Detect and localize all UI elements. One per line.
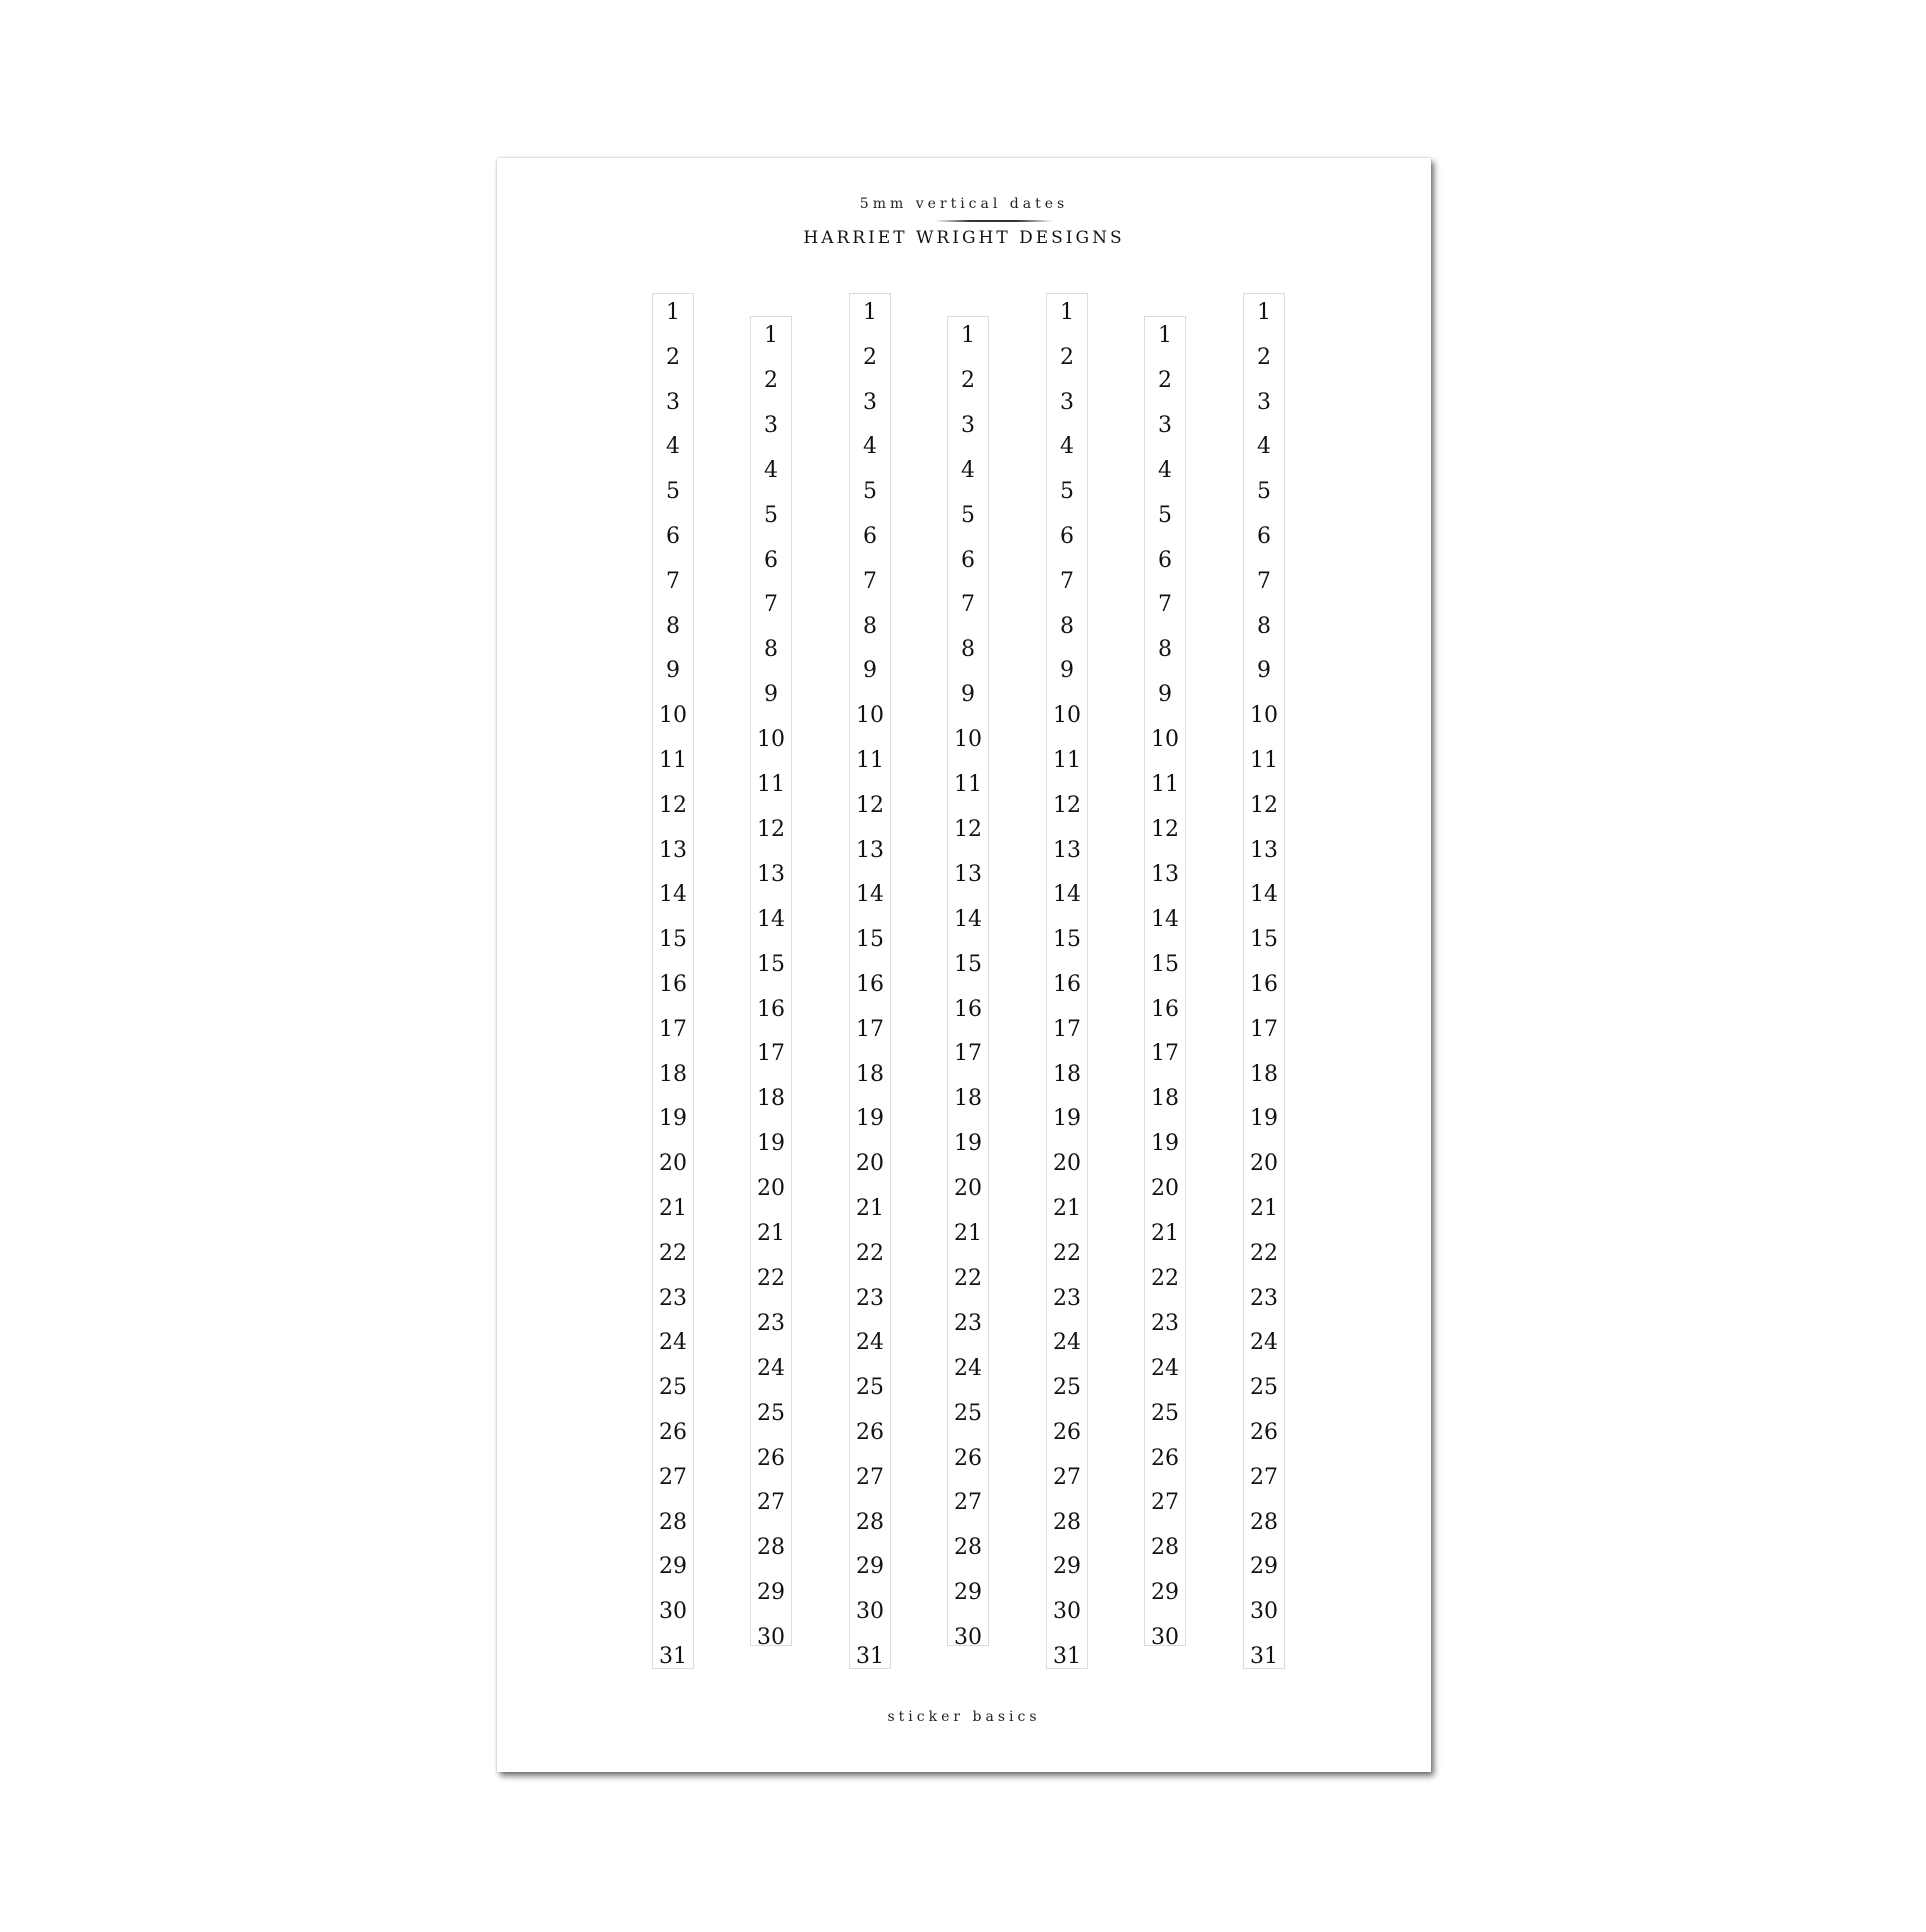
date-number: 24 [1151,1355,1179,1381]
date-number: 31 [1250,1644,1278,1669]
date-number: 21 [954,1221,982,1246]
date-number: 15 [1250,927,1278,953]
date-number: 25 [1151,1400,1179,1426]
date-number: 12 [1151,816,1179,842]
sheet-subtitle: 5mm vertical dates [859,196,1069,212]
date-number: 9 [1060,658,1074,684]
date-number: 28 [1250,1509,1278,1535]
date-strip [1243,293,1285,1669]
date-number: 27 [757,1490,785,1516]
date-number: 8 [764,637,778,663]
date-number: 23 [1053,1285,1081,1311]
date-number: 16 [1250,972,1278,997]
date-number: 22 [856,1240,884,1266]
date-number: 20 [954,1176,982,1202]
date-number: 2 [764,367,778,393]
date-number: 22 [659,1240,687,1266]
date-number: 7 [961,592,975,618]
date-number: 19 [659,1106,687,1132]
date-number: 2 [1158,367,1172,393]
date-number: 4 [764,457,778,483]
date-number: 29 [856,1554,884,1580]
date-number: 23 [1151,1310,1179,1336]
date-number: 3 [666,389,680,415]
date-number: 15 [954,951,982,977]
date-number: 3 [1158,412,1172,438]
date-number: 9 [863,658,877,684]
date-number: 27 [659,1464,687,1490]
date-strip [947,316,989,1651]
date-strip [750,316,792,1651]
date-number: 15 [1053,927,1081,953]
date-number: 8 [1158,637,1172,663]
date-number: 1 [1060,300,1074,325]
date-number: 7 [764,592,778,618]
date-number: 15 [659,927,687,953]
date-number: 28 [856,1509,884,1535]
date-number: 14 [1250,882,1278,908]
date-number: 16 [1053,972,1081,997]
date-number: 1 [666,300,680,325]
date-number: 18 [954,1086,982,1112]
date-number: 15 [1151,951,1179,977]
date-number: 25 [856,1375,884,1401]
date-number: 4 [1060,434,1074,460]
date-number: 10 [757,727,785,753]
date-number: 16 [757,996,785,1022]
date-number: 6 [666,524,680,549]
date-number: 5 [666,479,680,505]
date-number: 13 [659,837,687,863]
sheet-footer: sticker basics [887,1709,1041,1725]
date-number: 17 [1250,1016,1278,1042]
date-number: 17 [757,1041,785,1067]
brand-name: HARRIET WRIGHT DESIGNS [803,228,1125,248]
date-number: 3 [1060,389,1074,415]
date-number: 28 [1151,1535,1179,1561]
date-number: 1 [961,323,975,348]
date-number: 12 [856,792,884,818]
date-number: 19 [1151,1131,1179,1157]
date-number: 20 [757,1176,785,1202]
date-number: 29 [757,1580,785,1606]
date-number: 25 [954,1400,982,1426]
date-number: 23 [856,1285,884,1311]
date-number: 13 [757,861,785,887]
date-number: 27 [954,1490,982,1516]
date-number: 14 [757,906,785,932]
date-number: 14 [856,882,884,908]
date-number: 11 [1250,748,1278,773]
date-number: 4 [961,457,975,483]
date-number: 25 [1250,1375,1278,1401]
date-strip [652,293,694,1669]
date-number: 5 [1158,502,1172,528]
date-number: 3 [1257,389,1271,415]
date-number: 15 [757,951,785,977]
date-number: 3 [961,412,975,438]
date-number: 31 [1053,1644,1081,1669]
date-number: 11 [659,748,687,773]
date-number: 14 [954,906,982,932]
date-strip [849,293,891,1669]
date-number: 21 [1151,1221,1179,1246]
date-number: 10 [1151,727,1179,753]
date-number: 10 [954,727,982,753]
date-number: 22 [954,1265,982,1291]
date-number: 15 [856,927,884,953]
date-number: 26 [757,1445,785,1471]
date-number: 31 [659,1644,687,1669]
date-number: 22 [757,1265,785,1291]
date-number: 11 [757,772,785,797]
date-number: 29 [954,1580,982,1606]
date-number: 13 [856,837,884,863]
date-number: 8 [863,613,877,639]
date-number: 9 [961,682,975,708]
date-number: 16 [954,996,982,1022]
date-number: 12 [1053,792,1081,818]
date-number: 27 [1053,1464,1081,1490]
date-number: 16 [856,972,884,997]
date-number: 17 [1053,1016,1081,1042]
date-number: 14 [1151,906,1179,932]
date-number: 12 [1250,792,1278,818]
date-number: 19 [1250,1106,1278,1132]
date-number: 25 [757,1400,785,1426]
date-number: 23 [1250,1285,1278,1311]
date-number: 11 [856,748,884,773]
date-number: 8 [961,637,975,663]
date-number: 21 [1053,1196,1081,1221]
date-number: 25 [659,1375,687,1401]
date-number: 2 [1060,344,1074,370]
date-number: 30 [954,1625,982,1651]
date-number: 24 [659,1330,687,1356]
date-number: 28 [954,1535,982,1561]
date-number: 29 [1151,1580,1179,1606]
decorative-rule [935,220,1053,222]
date-number: 30 [1053,1599,1081,1625]
date-number: 10 [1053,703,1081,729]
date-number: 19 [954,1131,982,1157]
date-number: 6 [961,547,975,573]
date-number: 12 [757,816,785,842]
date-number: 10 [659,703,687,729]
date-number: 26 [856,1420,884,1445]
date-number: 24 [1250,1330,1278,1356]
date-number: 22 [1053,1240,1081,1266]
date-number: 20 [659,1151,687,1177]
date-number: 17 [954,1041,982,1067]
date-number: 1 [1158,323,1172,348]
date-number: 28 [659,1509,687,1535]
date-number: 17 [1151,1041,1179,1067]
date-number: 14 [659,882,687,908]
date-number: 2 [961,367,975,393]
date-number: 18 [1151,1086,1179,1112]
date-number: 29 [659,1554,687,1580]
date-number: 27 [1151,1490,1179,1516]
date-number: 26 [659,1420,687,1445]
date-number: 21 [1250,1196,1278,1221]
date-number: 14 [1053,882,1081,908]
date-number: 6 [764,547,778,573]
date-number: 17 [856,1016,884,1042]
date-number: 24 [954,1355,982,1381]
date-number: 12 [954,816,982,842]
date-number: 2 [1257,344,1271,370]
date-number: 26 [1053,1420,1081,1445]
date-number: 22 [1151,1265,1179,1291]
date-number: 30 [659,1599,687,1625]
date-number: 12 [659,792,687,818]
date-number: 21 [659,1196,687,1221]
date-number: 4 [1158,457,1172,483]
date-number: 6 [1060,524,1074,549]
date-number: 16 [659,972,687,997]
date-number: 25 [1053,1375,1081,1401]
date-number: 6 [1257,524,1271,549]
date-number: 28 [757,1535,785,1561]
date-number: 18 [757,1086,785,1112]
date-number: 18 [659,1061,687,1087]
date-number: 19 [856,1106,884,1132]
date-number: 1 [863,300,877,325]
date-number: 24 [757,1355,785,1381]
date-number: 23 [954,1310,982,1336]
date-number: 13 [1151,861,1179,887]
date-number: 20 [1250,1151,1278,1177]
date-number: 21 [757,1221,785,1246]
date-number: 13 [954,861,982,887]
date-number: 26 [1151,1445,1179,1471]
date-number: 26 [954,1445,982,1471]
date-number: 21 [856,1196,884,1221]
date-number: 30 [856,1599,884,1625]
date-number: 27 [1250,1464,1278,1490]
date-number: 9 [1158,682,1172,708]
date-number: 29 [1250,1554,1278,1580]
date-number: 8 [1060,613,1074,639]
date-number: 30 [1151,1625,1179,1651]
date-number: 19 [757,1131,785,1157]
date-number: 8 [1257,613,1271,639]
date-number: 3 [764,412,778,438]
date-number: 20 [1151,1176,1179,1202]
date-number: 5 [961,502,975,528]
date-number: 9 [666,658,680,684]
date-number: 11 [954,772,982,797]
date-number: 22 [1250,1240,1278,1266]
date-number: 23 [757,1310,785,1336]
sticker-sheet [497,158,1431,1772]
date-number: 29 [1053,1554,1081,1580]
date-number: 7 [1158,592,1172,618]
date-number: 2 [863,344,877,370]
date-number: 7 [666,568,680,594]
date-strip [1046,293,1088,1669]
date-number: 19 [1053,1106,1081,1132]
date-number: 18 [856,1061,884,1087]
date-number: 6 [863,524,877,549]
date-number: 13 [1053,837,1081,863]
date-number: 8 [666,613,680,639]
date-number: 1 [764,323,778,348]
date-number: 28 [1053,1509,1081,1535]
date-number: 30 [1250,1599,1278,1625]
date-number: 10 [1250,703,1278,729]
date-number: 20 [856,1151,884,1177]
date-number: 4 [666,434,680,460]
date-number: 7 [1257,568,1271,594]
date-number: 24 [1053,1330,1081,1356]
date-number: 5 [863,479,877,505]
date-number: 5 [1060,479,1074,505]
date-number: 17 [659,1016,687,1042]
date-number: 7 [863,568,877,594]
date-number: 30 [757,1625,785,1651]
date-number: 6 [1158,547,1172,573]
date-number: 3 [863,389,877,415]
date-number: 7 [1060,568,1074,594]
date-number: 10 [856,703,884,729]
date-number: 18 [1250,1061,1278,1087]
date-number: 26 [1250,1420,1278,1445]
date-number: 27 [856,1464,884,1490]
date-number: 11 [1053,748,1081,773]
date-number: 20 [1053,1151,1081,1177]
date-number: 31 [856,1644,884,1669]
date-number: 2 [666,344,680,370]
date-strip [1144,316,1186,1651]
date-number: 24 [856,1330,884,1356]
date-number: 5 [1257,479,1271,505]
date-number: 23 [659,1285,687,1311]
date-number: 1 [1257,300,1271,325]
date-number: 5 [764,502,778,528]
date-number: 4 [863,434,877,460]
date-number: 9 [764,682,778,708]
date-number: 4 [1257,434,1271,460]
date-number: 18 [1053,1061,1081,1087]
date-number: 11 [1151,772,1179,797]
date-number: 9 [1257,658,1271,684]
date-number: 16 [1151,996,1179,1022]
date-number: 13 [1250,837,1278,863]
